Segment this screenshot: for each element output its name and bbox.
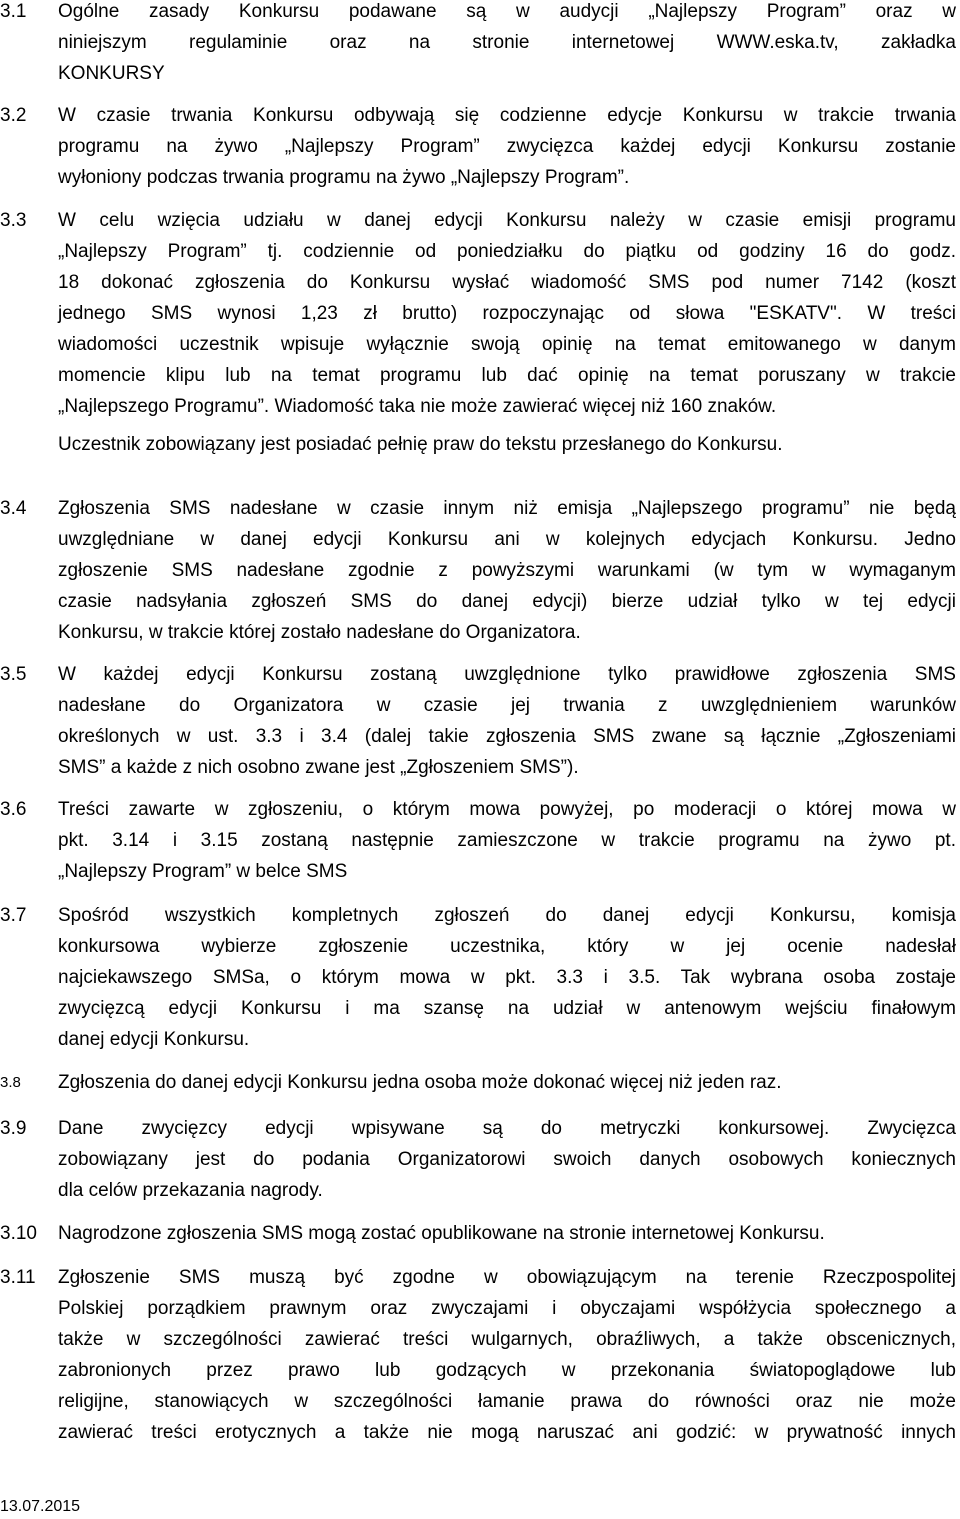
section-body — [58, 659, 956, 783]
section-line: zwycięzcą edycji Konkursu i ma szansę na udział w antenowym wejściu finałowym — [58, 998, 956, 1019]
section-line: „Najlepszy Program” tj. codziennie od poniedziałku do piątku od godziny 16 do godz. — [58, 241, 956, 262]
section-line: „Najlepszy Program” w belce SMS — [58, 861, 348, 882]
section-extra-line: Uczestnik zobowiązany jest posiadać pełnię praw do tekstu przesłanego do Konkursu. — [58, 434, 783, 455]
section-number: 3.10 — [0, 1223, 37, 1244]
section-line: W każdej edycji Konkursu zostaną uwzględnione tylko prawidłowe zgłoszenia SMS — [58, 664, 956, 685]
section-line: dla celów przekazania nagrody. — [58, 1180, 323, 1201]
section-line: najciekawszego SMSa, o którym mowa w pkt. 3.3 i 3.5. Tak wybrana osoba zostaje — [58, 967, 956, 988]
section-line: Spośród wszystkich kompletnych zgłoszeń do danej edycji Konkursu, komisja — [58, 905, 956, 926]
section-number: 3.8 — [0, 1074, 21, 1091]
section-line: programu na żywo „Najlepszy Program” zwycięzca każdej edycji Konkursu zostanie — [58, 136, 956, 157]
section-body — [58, 1067, 956, 1098]
section-line: momencie klipu lub na temat programu lub dać opinię na temat poruszany w trakcie — [58, 365, 956, 386]
section-line: wyłoniony podczas trwania programu na żywo „Najlepszy Program”. — [58, 167, 630, 188]
section-line: zgłoszenie SMS nadesłane zgodnie z powyższymi warunkami (w tym w wymaganym — [58, 560, 956, 581]
section-line: pkt. 3.14 i 3.15 zostaną następnie zamieszczone w trakcie programu na żywo pt. — [58, 830, 956, 851]
section-line: „Najlepszego Programu”. Wiadomość taka nie może zawierać więcej niż 160 znaków. — [58, 396, 777, 417]
section-number: 3.4 — [0, 498, 27, 519]
section-line: Dane zwycięzcy edycji wpisywane są do metryczki konkursowej. Zwycięzca — [58, 1118, 956, 1139]
section-line: SMS” a każde z nich osobno zwane jest „Zgłoszeniem SMS”). — [58, 757, 579, 778]
section-line: wiadomości uczestnik wpisuje wyłącznie swoją opinię na temat emitowanego w danym — [58, 334, 956, 355]
section-body — [58, 205, 956, 460]
section-body — [58, 794, 956, 887]
section-number: 3.11 — [0, 1267, 36, 1288]
section-line: konkursowa wybierze zgłoszenie uczestnika, który w jej ocenie nadesłał — [58, 936, 956, 957]
footer-date: 13.07.2015 — [0, 1498, 81, 1515]
section-body — [58, 1113, 956, 1206]
section-body — [58, 1262, 956, 1448]
section-number: 3.2 — [0, 105, 27, 126]
section-number: 3.3 — [0, 210, 27, 231]
section-line: niniejszym regulaminie oraz na stronie internetowej WWW.eska.tv, zakładka — [58, 32, 956, 53]
section-body — [58, 0, 956, 89]
section-line: uwzględniane w danej edycji Konkursu ani w kolejnych edycjach Konkursu. Jedno — [58, 529, 956, 550]
section-line: Polskiej porządkiem prawnym oraz zwyczajami i obyczajami współżycia społecznego a — [58, 1298, 956, 1319]
section-line: czasie nadsyłania zgłoszeń SMS do danej edycji) bierze udział tylko w tej edycji — [58, 591, 956, 612]
section-number: 3.6 — [0, 799, 27, 820]
section-line: także w szczególności zawierać treści wulgarnych, obraźliwych, a także obscenicznych, — [58, 1329, 956, 1350]
section-line: Zgłoszenie SMS muszą być zgodne w obowiązującym na terenie Rzeczpospolitej — [58, 1267, 956, 1288]
section-body — [58, 900, 956, 1055]
section-line: zobowiązany jest do podania Organizatorowi swoich danych osobowych koniecznych — [58, 1149, 956, 1170]
section-line: Zgłoszenia SMS nadesłane w czasie innym niż emisja „Najlepszego programu” nie będą — [58, 498, 956, 519]
section-number: 3.1 — [0, 1, 27, 22]
section-number: 3.5 — [0, 664, 27, 685]
section-line: Zgłoszenia do danej edycji Konkursu jedna osoba może dokonać więcej niż jeden raz. — [58, 1072, 782, 1093]
section-body — [58, 100, 956, 193]
section-number: 3.7 — [0, 905, 27, 926]
section-line: danej edycji Konkursu. — [58, 1029, 250, 1050]
section-line: określonych w ust. 3.3 i 3.4 (dalej takie zgłoszenia SMS zwane są łącznie „Zgłoszeniami — [58, 726, 956, 747]
section-line: Ogólne zasady Konkursu podawane są w audycji „Najlepszy Program” oraz w — [58, 1, 956, 22]
section-line: zabronionych przez prawo lub godzących w przekonania światopoglądowe lub — [58, 1360, 956, 1381]
section-body — [58, 493, 956, 648]
section-number: 3.9 — [0, 1118, 27, 1139]
section-line: Nagrodzone zgłoszenia SMS mogą zostać opublikowane na stronie internetowej Konkursu. — [58, 1223, 825, 1244]
section-line: religijne, stanowiących w szczególności łamanie prawa do równości oraz nie może — [58, 1391, 956, 1412]
section-line: zawierać treści erotycznych a także nie mogą naruszać ani godzić: w prywatność innych — [58, 1422, 956, 1443]
section-line: KONKURSY — [58, 63, 165, 84]
section-line: jednego SMS wynosi 1,23 zł brutto) rozpoczynając od słowa "ESKATV". W treści — [58, 303, 956, 324]
section-line: W czasie trwania Konkursu odbywają się codzienne edycje Konkursu w trakcie trwania — [58, 105, 956, 126]
section-line: W celu wzięcia udziału w danej edycji Konkursu należy w czasie emisji programu — [58, 210, 956, 231]
section-body — [58, 1218, 956, 1249]
section-line: Konkursu, w trakcie której zostało nadesłane do Organizatora. — [58, 622, 581, 643]
section-line: Treści zawarte w zgłoszeniu, o którym mowa powyżej, po moderacji o której mowa w — [58, 799, 956, 820]
section-line: 18 dokonać zgłoszenia do Konkursu wysłać wiadomość SMS pod numer 7142 (koszt — [58, 272, 956, 293]
section-line: nadesłane do Organizatora w czasie jej trwania z uwzględnieniem warunków — [58, 695, 956, 716]
